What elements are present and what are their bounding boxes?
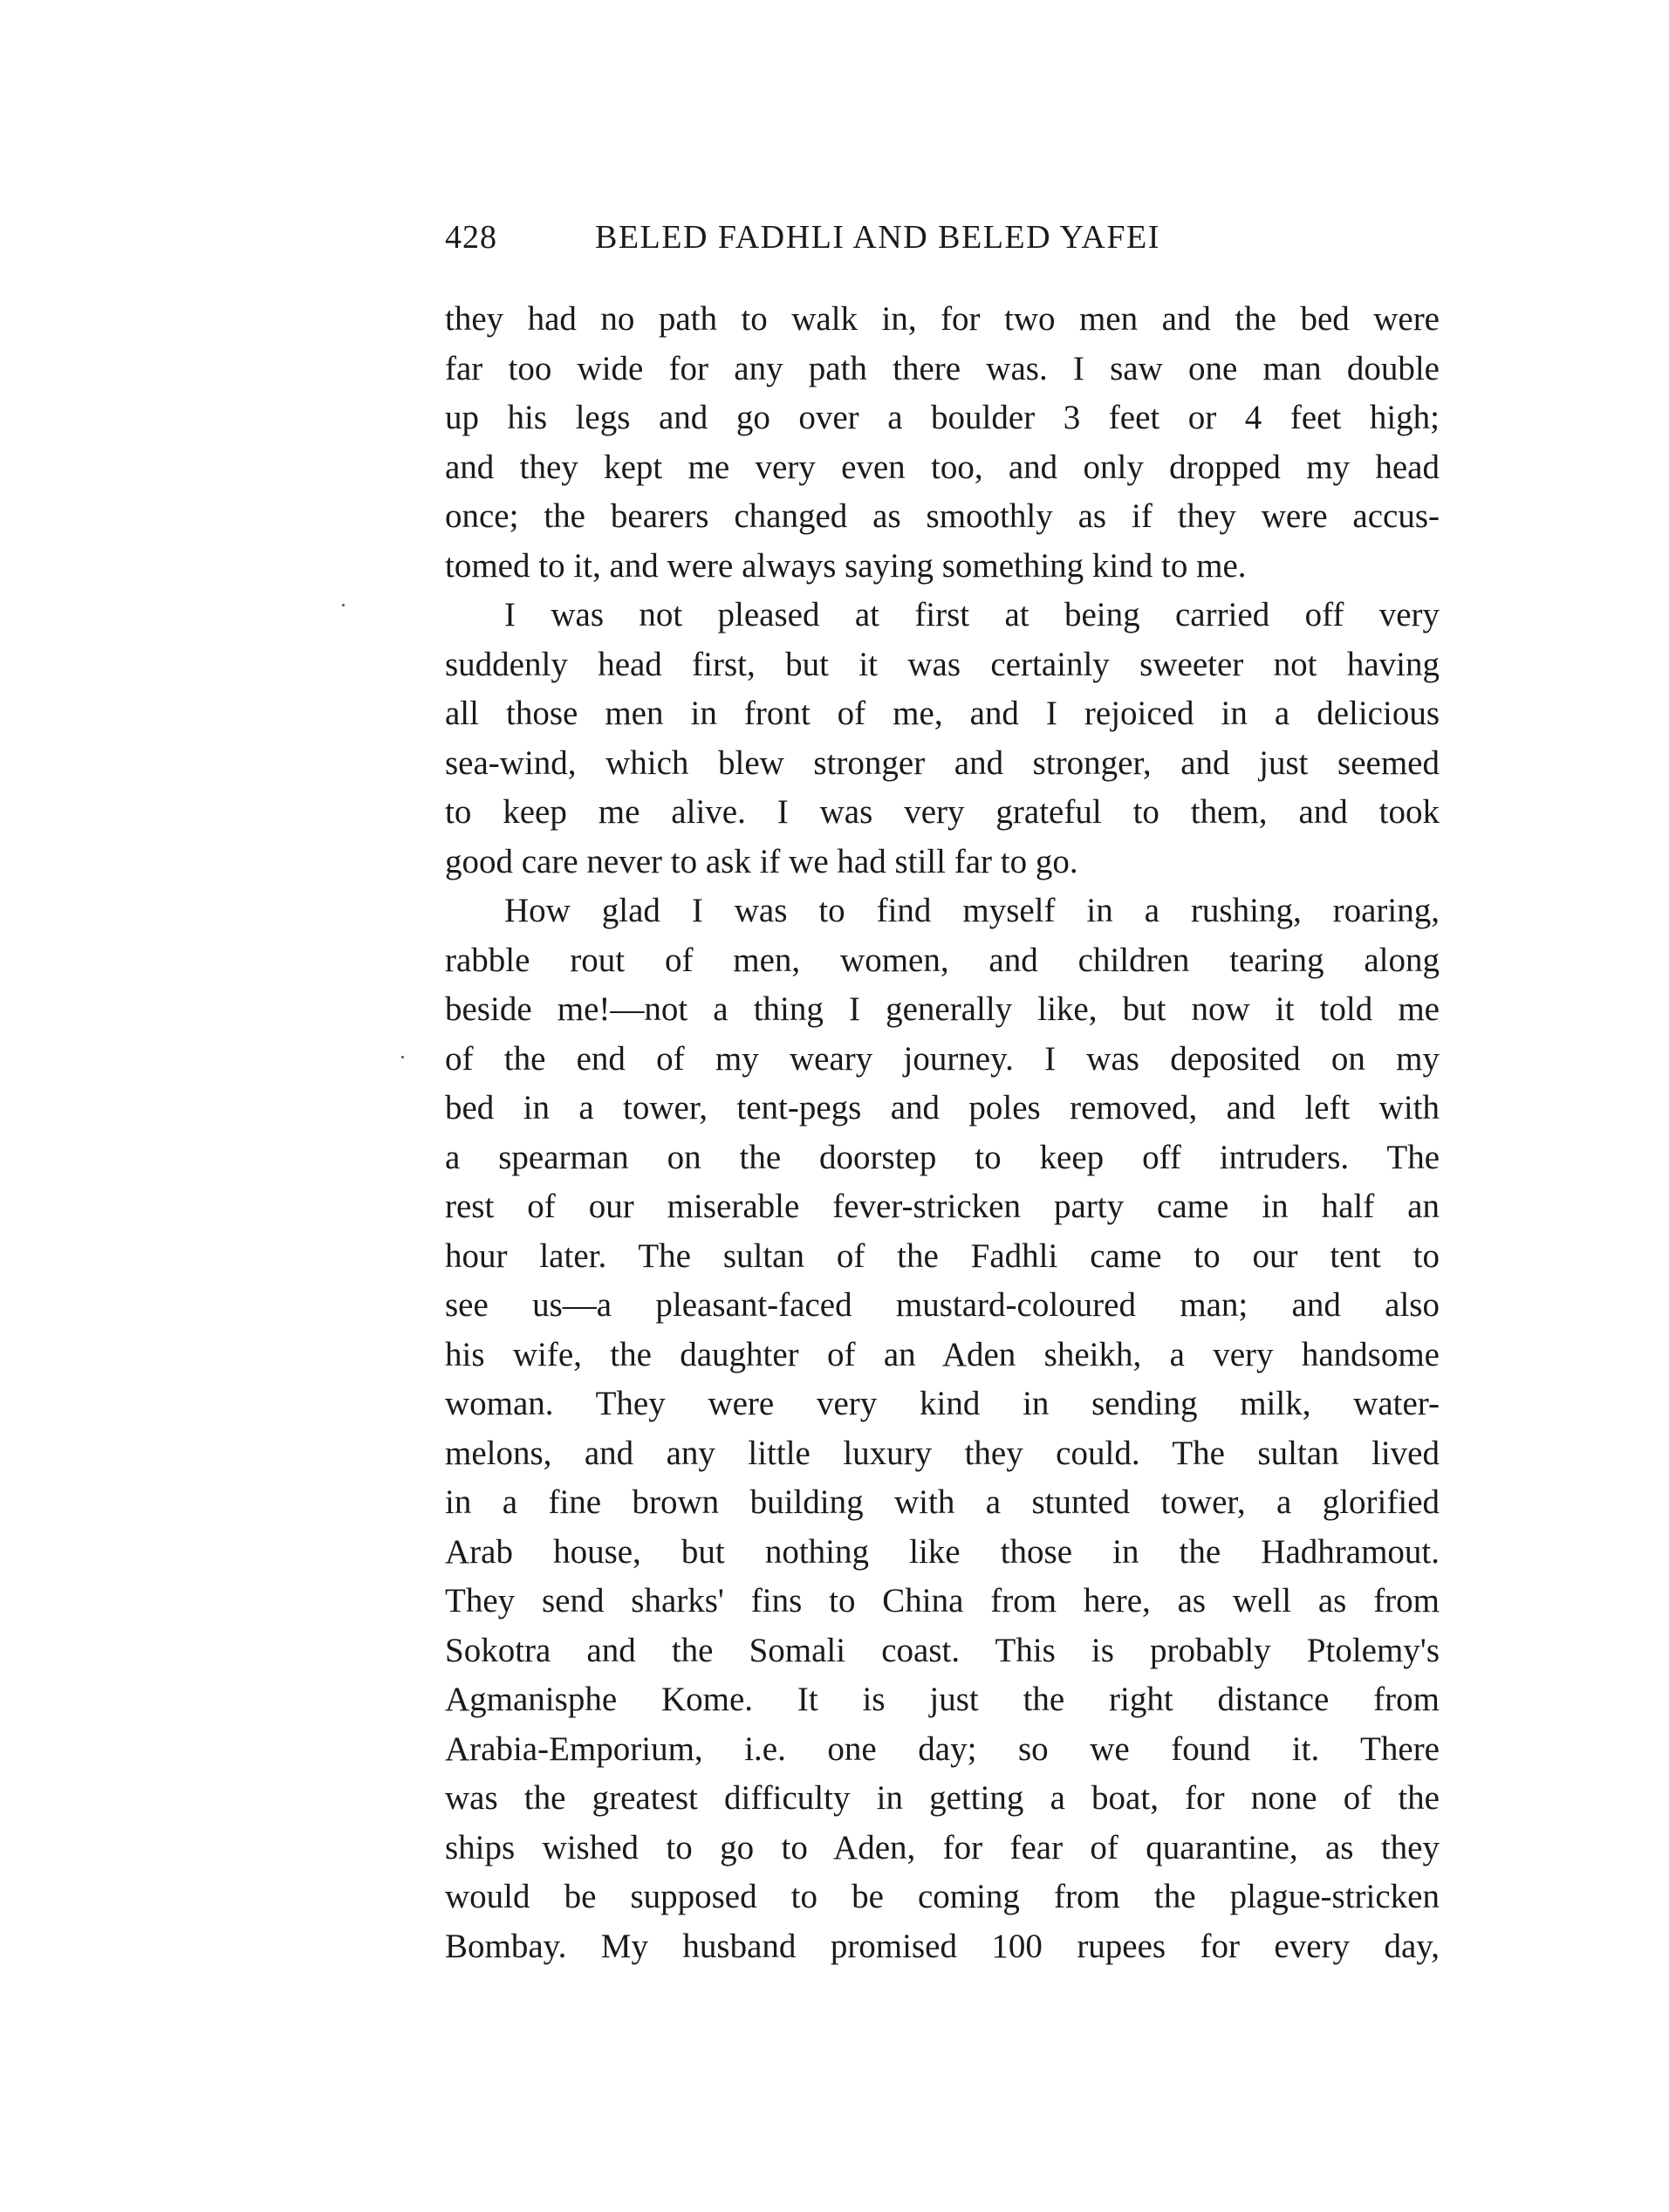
text-line: melons, and any little luxury they could. The sultan lived (445, 1434, 1440, 1472)
text-line: beside me!—not a thing I generally like, but now it told me (445, 990, 1440, 1028)
text-line: woman. They were very kind in sending milk, water- (445, 1385, 1440, 1422)
page-number: 428 (445, 219, 497, 256)
text-line: see us—a pleasant-faced mustard-coloured man; and also (445, 1286, 1440, 1324)
paragraph (445, 591, 1440, 887)
text-line: his wife, the daughter of an Aden sheikh, a very handsome (445, 1335, 1440, 1373)
paragraph (445, 887, 1440, 1971)
text-line: of the end of my weary journey. I was deposited on my (445, 1039, 1440, 1078)
text-line: They send sharks' fins to China from here, as well as from (445, 1582, 1440, 1620)
text-line: Bombay. My husband promised 100 rupees for every day, (445, 1927, 1440, 1965)
text-line: sea-wind, which blew stronger and stronger, and just seemed (445, 743, 1440, 782)
text-line: How glad I was to find myself in a rushing, roaring, (504, 892, 1440, 929)
text-line: bed in a tower, tent-pegs and poles removed, and left with (445, 1089, 1440, 1127)
text-line: rabble rout of men, women, and children tearing along (445, 941, 1440, 979)
text-line: suddenly head first, but it was certainly sweeter not having (445, 645, 1440, 683)
scan-speck (401, 1056, 404, 1058)
text-line: tomed to it, and were always saying something kind to me. (445, 546, 1247, 585)
text-line: once; the bearers changed as smoothly as if they were accus- (445, 497, 1440, 535)
text-line: Arabia-Emporium, i.e. one day; so we found it. There (445, 1729, 1440, 1768)
text-line: all those men in front of me, and I rejoiced in a delicious (445, 695, 1440, 732)
text-line: far too wide for any path there was. I saw one man double (445, 349, 1440, 387)
body-text (445, 295, 1440, 1971)
text-line: and they kept me very even too, and only dropped my head (445, 448, 1440, 486)
text-line: was the greatest difficulty in getting a boat, for none of the (445, 1779, 1440, 1817)
text-line: rest of our miserable fever-stricken party came in half an (445, 1188, 1440, 1225)
text-line: they had no path to walk in, for two men and the bed were (445, 300, 1440, 338)
text-line: to keep me alive. I was very grateful to them, and took (445, 793, 1440, 831)
text-line: Agmanisphe Kome. It is just the right distance from (445, 1681, 1440, 1718)
text-line: hour later. The sultan of the Fadhli came to our tent to (445, 1236, 1440, 1275)
running-head (445, 218, 1440, 271)
text-line: up his legs and go over a boulder 3 feet or 4 feet high; (445, 399, 1440, 436)
text-line: in a fine brown building with a stunted tower, a glorified (445, 1483, 1440, 1521)
scan-speck (342, 604, 345, 606)
text-line: would be supposed to be coming from the plague-stricken (445, 1878, 1440, 1915)
text-line: a spearman on the doorstep to keep off intruders. The (445, 1138, 1440, 1176)
text-line: good care never to ask if we had still far to go. (445, 842, 1078, 880)
running-title: BELED FADHLI AND BELED YAFEI (595, 219, 1160, 256)
paragraph (445, 295, 1440, 591)
text-line: Arab house, but nothing like those in the Hadhramout. (445, 1532, 1440, 1571)
text-line: ships wished to go to Aden, for fear of quarantine, as they (445, 1828, 1440, 1866)
text-line: I was not pleased at first at being carried off very (504, 596, 1440, 633)
text-line: Sokotra and the Somali coast. This is probably Ptolemy's (445, 1631, 1440, 1669)
